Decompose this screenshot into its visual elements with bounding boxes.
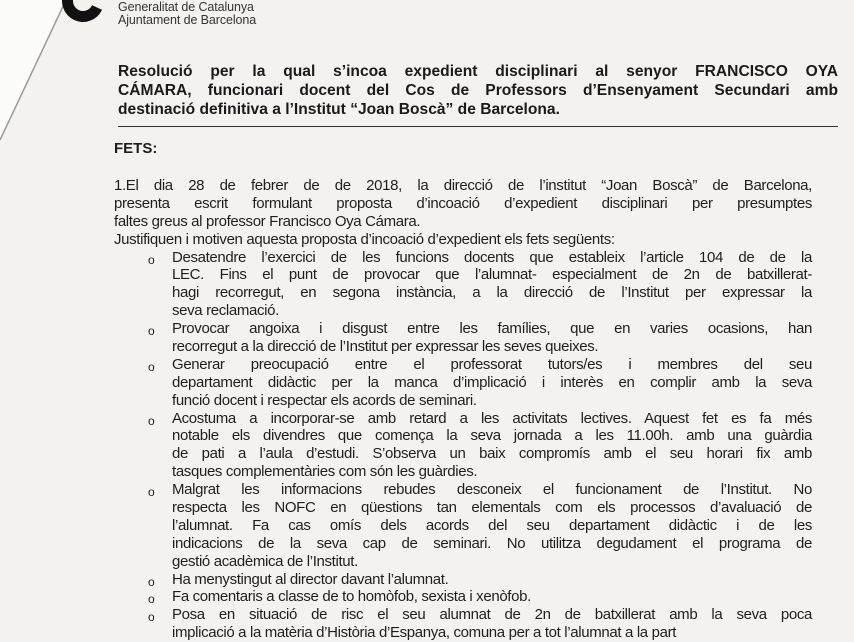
list-item: [114, 481, 812, 570]
org-name-generalitat: Generalitat de Catalunya: [118, 0, 254, 14]
bullet-icon: o: [148, 574, 155, 589]
bullet-icon: o: [148, 413, 155, 428]
bullet-icon: o: [148, 592, 155, 607]
title-line: destinació definitiva a l’Institut “Joan Boscà” de Barcelona.: [118, 101, 560, 118]
section-heading: FETS:: [114, 140, 158, 157]
list-item: [114, 606, 812, 642]
paragraph: [114, 177, 812, 231]
text-line: Acostuma a incorporar-se amb retard a les activitats lectives. Aquest fet es fa més: [172, 409, 812, 427]
text-line: Ha menystingut al director davant l’alumnat.: [172, 570, 449, 588]
bullet-icon: o: [148, 485, 155, 500]
title-line: Resolució per la qual s’incoa expedient disciplinari al senyor FRANCISCO OYA: [118, 63, 838, 80]
text-line: respecta les NOFC en qüestions tan elementals com els processos d’avaluació de: [172, 499, 812, 517]
text-line: tasques complementàries com són les guàrdies.: [172, 463, 478, 481]
text-line: seva reclamació.: [172, 302, 279, 320]
text-line: Justifiquen i motiven aquesta proposta d’incoació d’expedient els fets següents:: [114, 230, 615, 248]
paragraph: [114, 231, 812, 249]
text-line: presenta escrit formulant proposta d’incoació d’expedient disciplinari per presumptes: [114, 194, 812, 212]
bullet-icon: o: [148, 252, 155, 267]
list-item: [114, 410, 812, 482]
text-line: faltes greus al professor Francisco Oya Cámara.: [114, 212, 421, 230]
list-item: [114, 571, 812, 589]
text-line: Malgrat les informacions rebudes desconeix el funcionament de l’Institut. No: [172, 481, 812, 499]
text-line: Provocar angoixa i disgust entre les famílies, que en varies ocasions, han: [172, 320, 812, 338]
text-line: Desatendre l’exercici de les funcions docents que estableix l’article 104 de de la: [172, 248, 812, 266]
text-line: recorregut a la direcció de l’Institut per expressar les seves queixes.: [172, 338, 599, 356]
list-item: [114, 588, 812, 606]
list-item: [114, 249, 812, 321]
text-line: gestió acadèmica de l’Institut.: [172, 552, 358, 570]
page-fold: [0, 0, 120, 640]
text-line: Fa comentaris a classe de to homòfob, sexista i xenòfob.: [172, 588, 531, 606]
text-line: LEC. Fins el punt de provocar que l’alumnat- especialment de 2n de batxillerat-: [172, 266, 812, 284]
document-body: [114, 177, 812, 642]
text-line: de pati a l’aula d’estudi. S’observa un baix compromís amb el seu horari fix amb: [172, 445, 812, 463]
org-name-ajuntament: Ajuntament de Barcelona: [118, 13, 257, 27]
bullet-icon: o: [148, 610, 155, 625]
list-item: [114, 356, 812, 410]
text-line: Generar preocupació entre el professorat tutors/es i membres del seu: [172, 355, 812, 373]
text-line: 1.El dia 28 de febrer de de 2018, la direcció de l’institut “Joan Boscà” de Barcelona,: [114, 177, 812, 194]
bullet-icon: o: [148, 359, 155, 374]
text-line: l’alumnat. Fa cas omís dels acords del seu departament didàctic i de les: [172, 516, 812, 534]
text-line: funció docent i respectar els acords de seminari.: [172, 391, 477, 409]
text-line: hagi recorregut, en segona instància, a la direcció de l’Institut per expressar la: [172, 284, 812, 302]
text-line: departament didàctic per la manca d’implicació i interès en complir amb la seva: [172, 373, 812, 391]
text-line: indicacions de la seva cap de seminari. No utilitza degudament el programa de: [172, 534, 812, 552]
list-item: [114, 320, 812, 356]
text-line: Posa en situació de risc el seu alumnat de 2n de batxillerat amb la seva poca: [172, 606, 812, 624]
bullet-icon: o: [148, 324, 155, 339]
text-line: implicació a la matèria d’Història d’Espanya, comuna per a tot l’alumnat a la part: [172, 624, 677, 642]
text-line: notable els divendres que comença la seva jornada a les 11.00h. amb una guàrdia: [172, 427, 812, 445]
title-underline: [118, 126, 838, 127]
document-title: [118, 62, 838, 119]
title-line: CÁMARA, funcionari docent del Cos de Professors d’Ensenyament Secundari amb: [118, 82, 838, 99]
